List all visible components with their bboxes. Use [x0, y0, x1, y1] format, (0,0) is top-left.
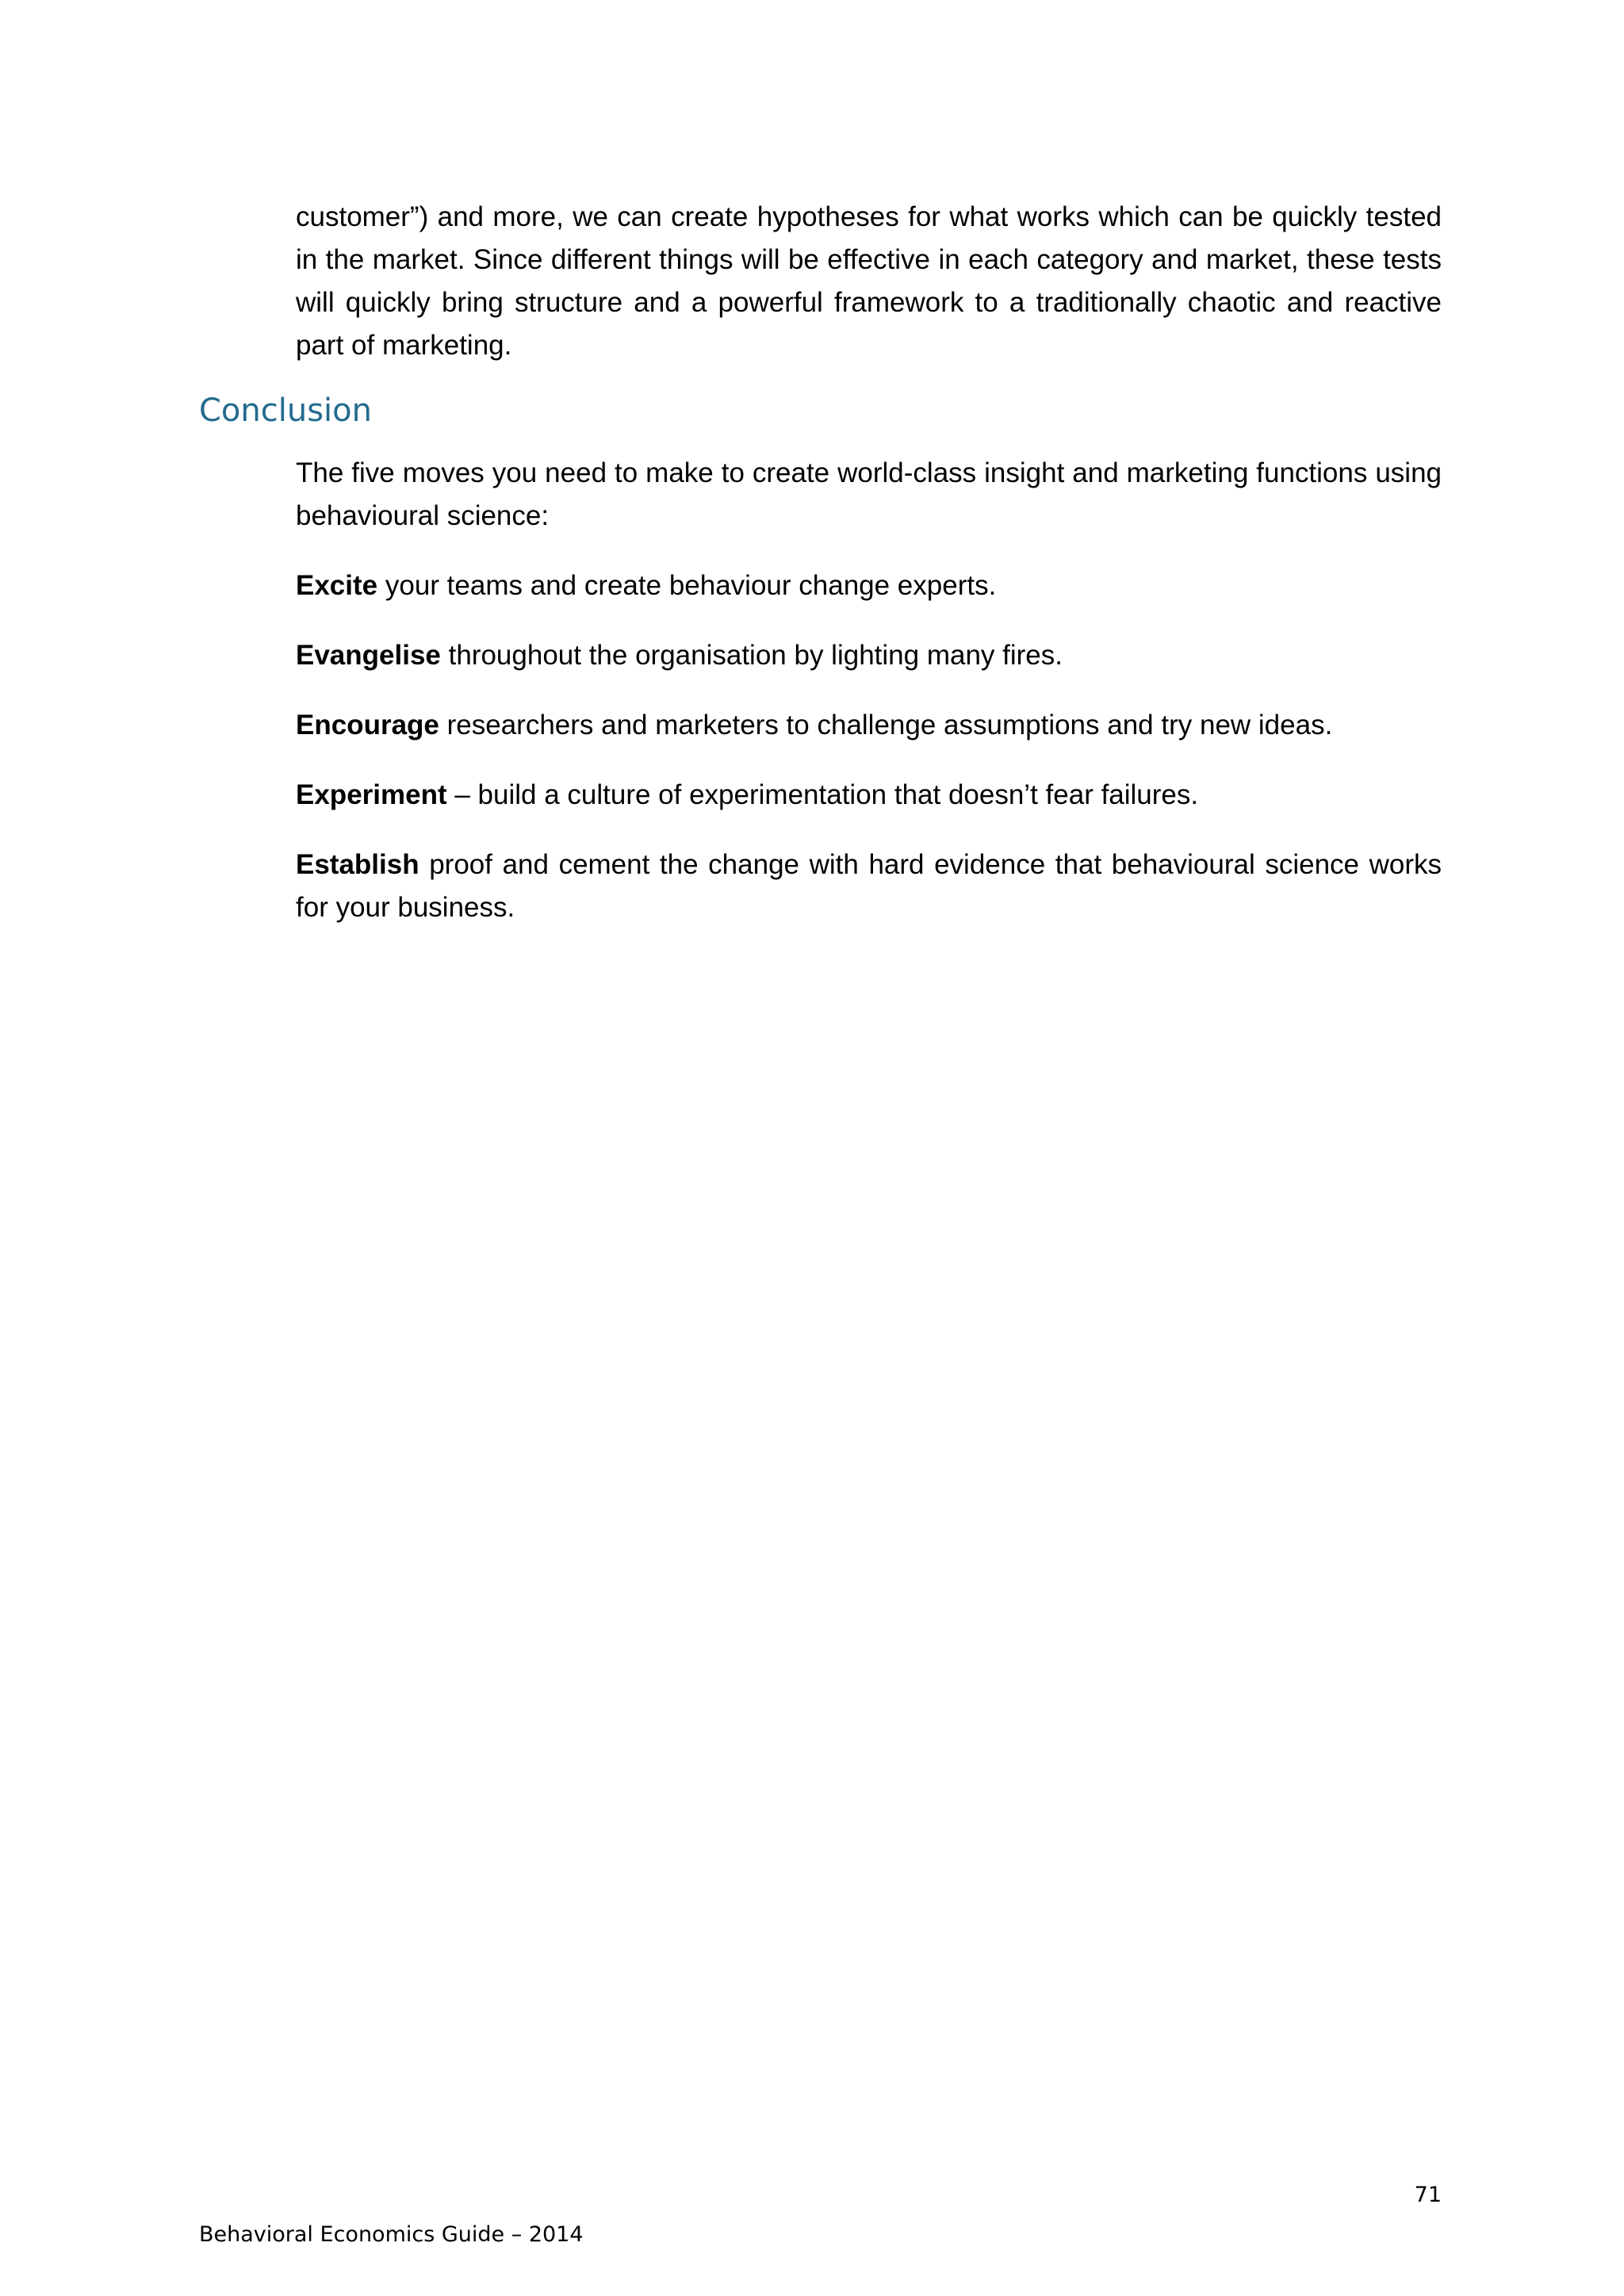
- move-experiment: [296, 774, 1442, 817]
- move-excite: [296, 564, 1442, 607]
- move-keyword: Establish: [296, 849, 419, 880]
- conclusion-section: [296, 452, 1442, 956]
- move-text: your teams and create behaviour change experts.: [377, 570, 997, 601]
- move-text: researchers and marketers to challenge assumptions and try new ideas.: [439, 710, 1333, 740]
- move-keyword: Experiment: [296, 779, 447, 810]
- move-keyword: Evangelise: [296, 640, 441, 671]
- move-establish: [296, 844, 1442, 929]
- move-text: – build a culture of experimentation that doesn’t fear failures.: [446, 779, 1199, 810]
- move-evangelise: [296, 634, 1442, 677]
- conclusion-heading: Conclusion: [199, 392, 372, 429]
- move-text: throughout the organisation by lighting many fires.: [440, 640, 1063, 671]
- page-number: 71: [1414, 2183, 1442, 2207]
- move-keyword: Excite: [296, 570, 378, 601]
- footer-text: Behavioral Economics Guide – 2014: [199, 2222, 584, 2247]
- conclusion-lead-paragraph: The five moves you need to make to create world-class insight and marketing functions using behavioural science:: [296, 457, 1442, 531]
- move-text: proof and cement the change with hard evidence that behavioural science works for your business.: [296, 849, 1442, 923]
- move-encourage: [296, 704, 1442, 747]
- move-keyword: Encourage: [296, 710, 439, 740]
- intro-paragraph: customer”) and more, we can create hypotheses for what works which can be quickly tested in the market. Since different things will be effective in each category and market, these tests will quickly bring structure and a powerful framework to a traditionally chaotic and reactive part of marketing.: [296, 201, 1442, 361]
